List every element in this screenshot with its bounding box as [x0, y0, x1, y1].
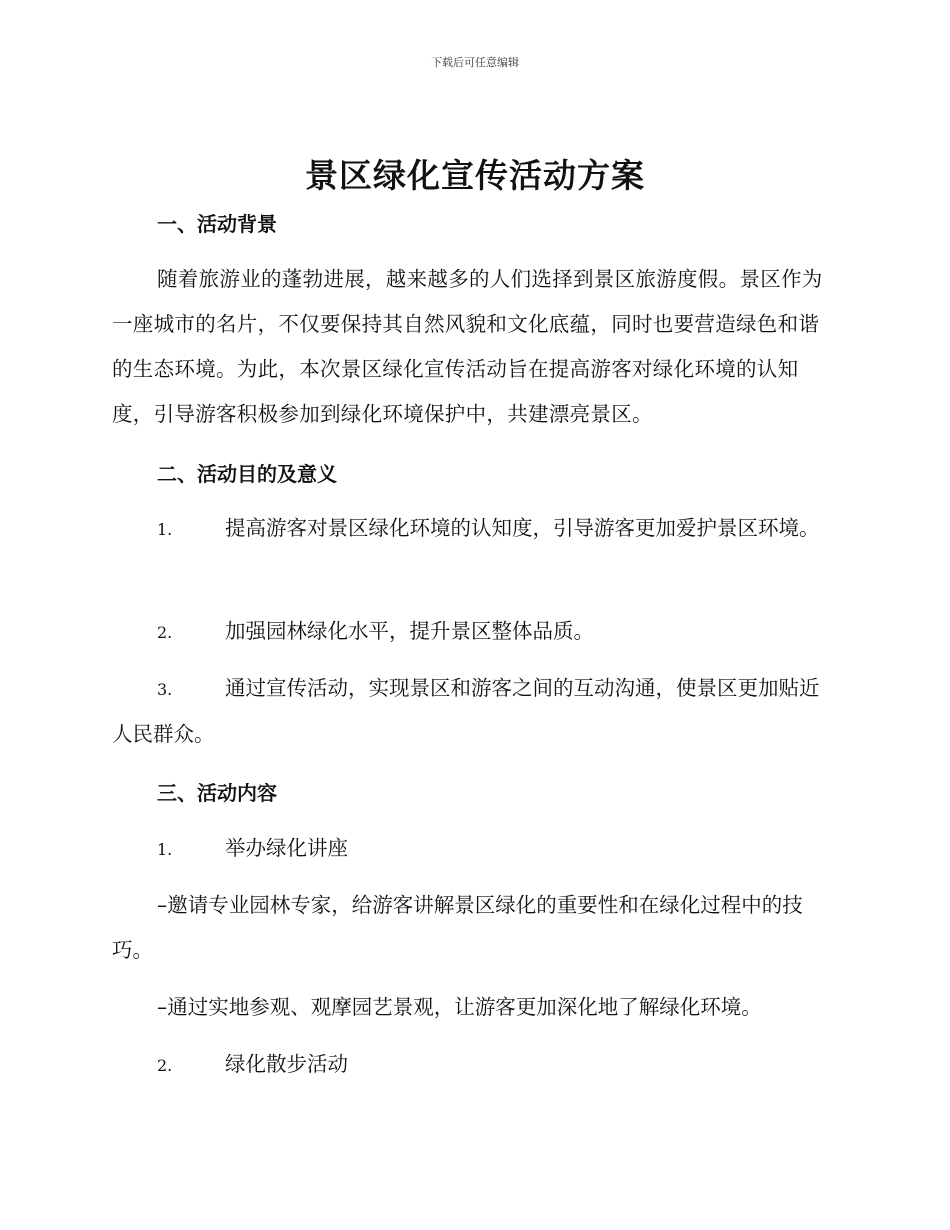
section-heading-content: 三、活动内容	[157, 781, 277, 805]
section-heading-background: 一、活动背景	[157, 212, 277, 236]
list-number: 3.	[157, 680, 173, 699]
purpose-item-1	[112, 506, 838, 552]
content-item-2	[112, 1042, 838, 1088]
purpose-item-3	[112, 666, 838, 757]
background-paragraph: 随着旅游业的蓬勃进展，越来越多的人们选择到景区旅游度假。景区作为一座城市的名片，不仅要保持其自然风貌和文化底蕴，同时也要营造绿色和谐的生态环境。为此，本次景区绿化宣传活动旨在提高游客对绿化环境的认知度，引导游客积极参加到绿化环境保护中，共建漂亮景区。	[112, 267, 823, 426]
list-text: 提高游客对景区绿化环境的认知度，引导游客更加爱护景区环境。	[225, 516, 820, 540]
list-number: 2.	[157, 623, 173, 642]
content-detail-1: –邀请专业园林专家，给游客讲解景区绿化的重要性和在绿化过程中的技巧。	[112, 893, 803, 962]
purpose-item-2	[112, 609, 838, 655]
content-detail-2: –通过实地参观、观摩园艺景观，让游客更加深化地了解绿化环境。	[157, 995, 762, 1019]
list-text: 绿化散步活动	[225, 1052, 348, 1076]
list-number: 1.	[157, 520, 173, 539]
list-text: 举办绿化讲座	[225, 836, 348, 860]
list-number: 2.	[157, 1056, 173, 1075]
list-number: 1.	[157, 840, 173, 859]
header-note: 下载后可任意编辑	[431, 56, 519, 69]
document-title: 景区绿化宣传活动方案	[305, 156, 645, 195]
section-heading-purpose: 二、活动目的及意义	[157, 462, 337, 486]
list-text: 加强园林绿化水平，提升景区整体品质。	[225, 619, 594, 643]
content-item-1	[112, 826, 838, 872]
list-text: 通过宣传活动，实现景区和游客之间的互动沟通，使景区更加贴近人民群众。	[112, 676, 820, 746]
